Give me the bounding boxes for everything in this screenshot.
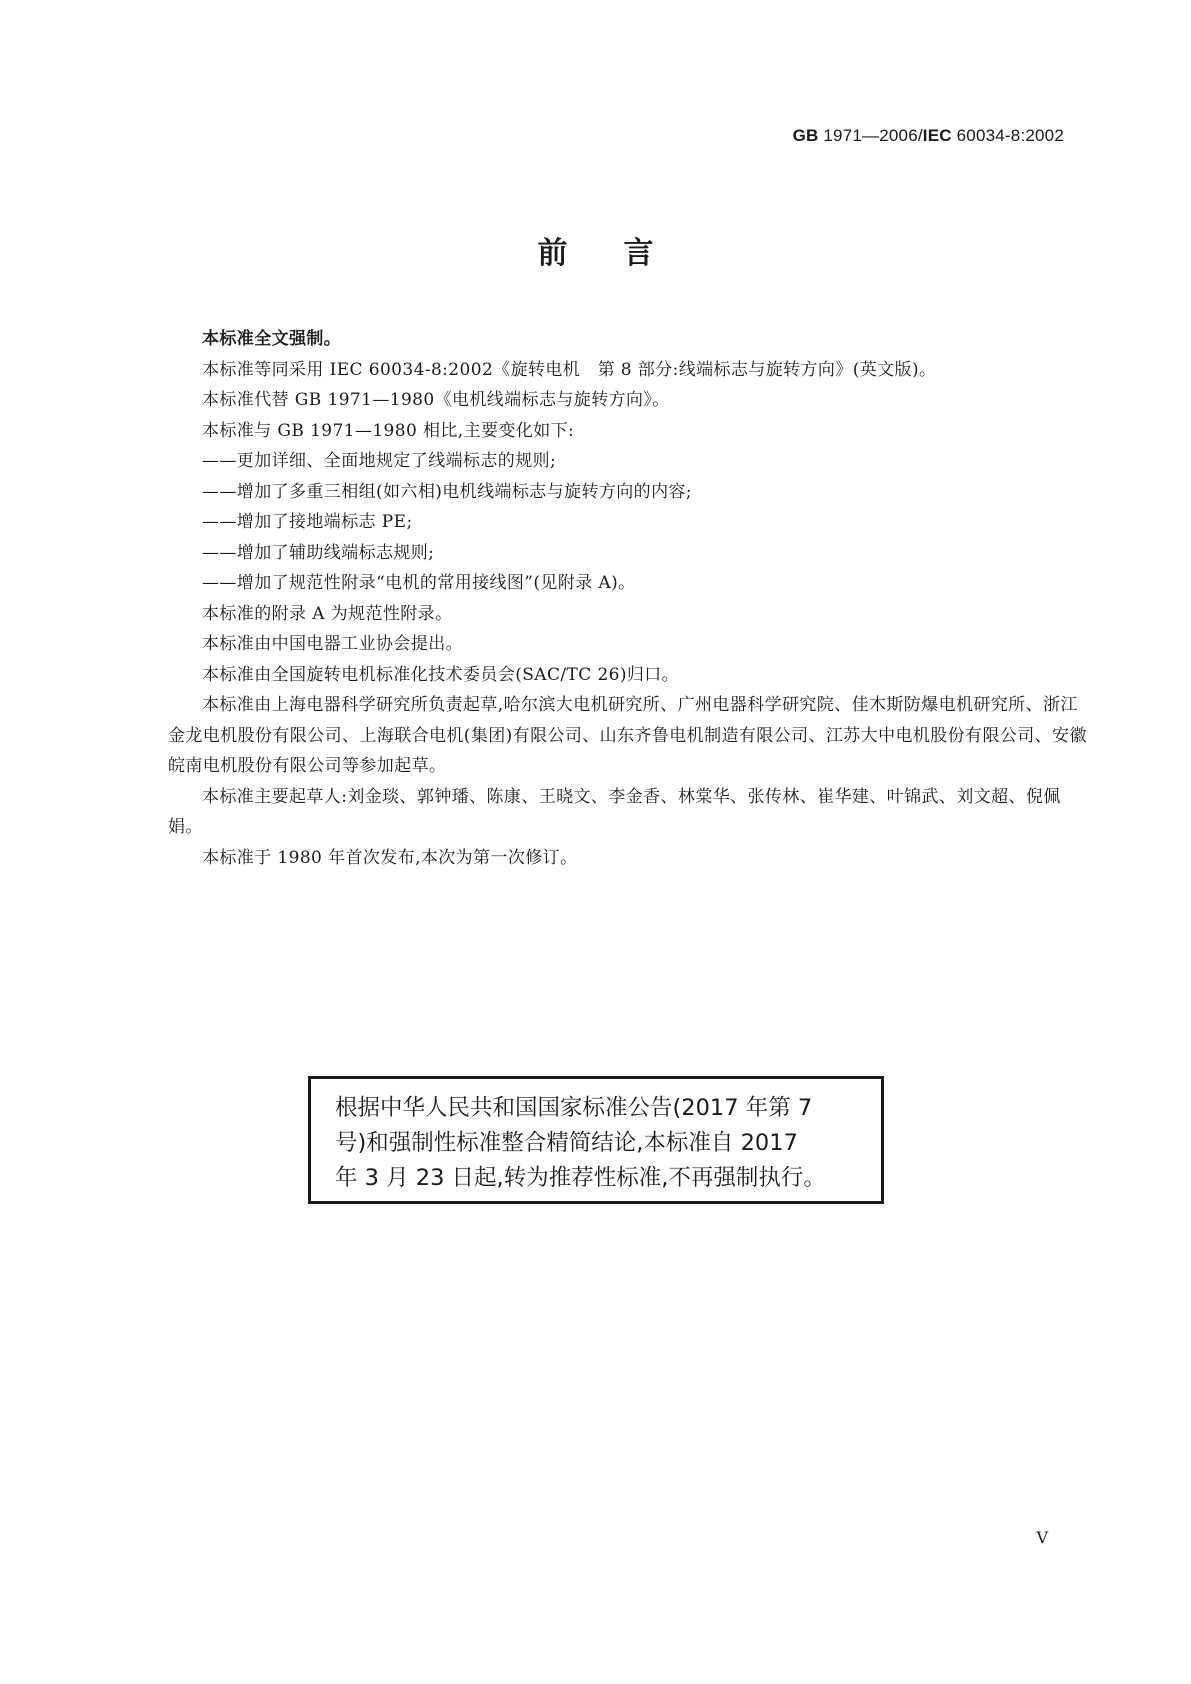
list-item-change: ——增加了多重三相组(如六相)电机线端标志与旋转方向的内容;: [202, 481, 692, 502]
notice-line: 根据中华人民共和国国家标准公告(2017 年第 7: [335, 1095, 813, 1121]
paragraph-drafters: 本标准主要起草人:刘金琰、郭钟璠、陈康、王晓文、李金香、林棠华、张传林、崔华建、叶锦武、刘文超、倪佩娟。: [168, 786, 1061, 837]
list-item-change: ——增加了规范性附录“电机的常用接线图”(见附录 A)。: [202, 573, 636, 593]
list-item-change: ——更加详细、全面地规定了线端标志的规则;: [202, 451, 557, 471]
notice-box: [308, 1076, 884, 1204]
paragraph-adoption: 本标准等同采用 IEC 60034-8:2002《旋转电机 第 8 部分:线端标志与旋转方向》(英文版)。: [202, 359, 937, 380]
paragraph-replaces: 本标准代替 GB 1971—1980《电机线端标志与旋转方向》。: [202, 390, 670, 410]
paragraph-mandatory: 本标准全文强制。: [202, 329, 342, 349]
list-item-change: ——增加了接地端标志 PE;: [202, 512, 413, 532]
page-number: V: [1036, 1528, 1048, 1547]
standard-code-iec-number: 60034-8:2002: [951, 126, 1064, 145]
paragraph-annex: 本标准的附录 A 为规范性附录。: [202, 603, 453, 624]
notice-line: 年 3 月 23 日起,转为推荐性标准,不再强制执行。: [335, 1165, 826, 1191]
standard-code-prefix: GB: [792, 126, 819, 145]
standard-code: [793, 126, 1064, 146]
standard-code-iec: IEC: [922, 126, 952, 145]
list-item-change: ——增加了辅助线端标志规则;: [202, 542, 435, 563]
foreword-body: [168, 324, 1090, 873]
paragraph-drafting-units: 本标准由上海电器科学研究所负责起草,哈尔滨大电机研究所、广州电器科学研究院、佳木斯防爆电机研究所、浙江金龙电机股份有限公司、上海联合电机(集团)有限公司、山东齐鲁电机制造有限公司、江苏大中电机股份有限公司、安徽皖南电机股份有限公司等参加起草。: [168, 695, 1087, 776]
paragraph-history: 本标准于 1980 年首次发布,本次为第一次修订。: [202, 847, 578, 868]
paragraph-proposer: 本标准由中国电器工业协会提出。: [202, 634, 463, 654]
notice-line: 号)和强制性标准整合精简结论,本标准自 2017: [335, 1130, 798, 1156]
standard-code-number: 1971—2006/: [818, 126, 923, 145]
paragraph-committee: 本标准由全国旋转电机标准化技术委员会(SAC/TC 26)归口。: [202, 664, 680, 685]
page-title: 前言: [537, 236, 710, 271]
paragraph-changes-intro: 本标准与 GB 1971—1980 相比,主要变化如下:: [202, 420, 575, 441]
